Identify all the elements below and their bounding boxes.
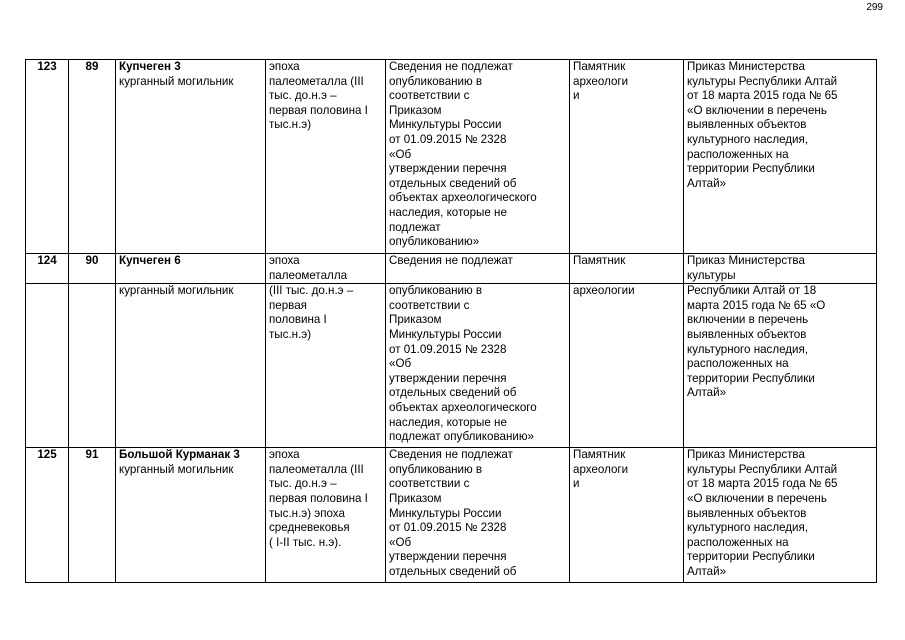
table-row [26,60,877,254]
table-row [26,448,877,583]
category-cell: Памятник археологи и [570,60,684,254]
dating-cell: эпоха палеометалла (III тыс. до.н.э – первая половина I тыс.н.э) эпоха средневековья ( I-II тыс. н.э). [266,448,386,583]
category-cell: Памятник [570,254,684,284]
row-number [26,284,69,448]
document-cell: Республики Алтай от 18 марта 2015 года № 65 «О включении в перечень выявленных объектов культурного наследия, расположенных на территории Республики Алтай» [684,284,877,448]
publication-cell: Сведения не подлежат [386,254,570,284]
registry-number: 91 [69,448,116,583]
dating-cell: эпоха палеометалла (III тыс. до.н.э – первая половина I тыс.н.э) [266,60,386,254]
row-number: 125 [26,448,69,583]
row-number: 123 [26,60,69,254]
registry-number: 89 [69,60,116,254]
registry-number: 90 [69,254,116,284]
category-cell: археологии [570,284,684,448]
monument-cell [116,448,266,583]
monument-name: Купчеген 3 [119,60,181,73]
monument-name: Купчеген 6 [119,254,181,267]
publication-cell: Сведения не подлежат опубликованию в соответствии с Приказом Минкультуры России от 01.09.2015 № 2328 «Об утверждении перечня отдельных сведений об объектах археологического наследия, которые не подлежат опубликованию» [386,60,570,254]
monuments-table [25,59,877,583]
category-cell: Памятник археологи и [570,448,684,583]
monument-type: курганный могильник [119,74,234,88]
monument-type: курганный могильник [119,462,234,476]
table-row [26,254,877,284]
monument-cell [116,254,266,284]
monument-cell [116,60,266,254]
document-cell: Приказ Министерства культуры Республики Алтай от 18 марта 2015 года № 65 «О включении в перечень выявленных объектов культурного наследия, расположенных на территории Республики Алтай» [684,60,877,254]
publication-cell: Сведения не подлежат опубликованию в соответствии с Приказом Минкультуры России от 01.09.2015 № 2328 «Об утверждении перечня отдельных сведений об [386,448,570,583]
page-number: 299 [866,2,883,13]
dating-cell: (III тыс. до.н.э – первая половина I тыс.н.э) [266,284,386,448]
publication-cell: опубликованию в соответствии с Приказом Минкультуры России от 01.09.2015 № 2328 «Об утверждении перечня отдельных сведений об объектах археологического наследия, которые не подлежат опубликованию» [386,284,570,448]
monument-cell [116,284,266,448]
monument-name: Большой Курманак 3 [119,448,240,462]
registry-number [69,284,116,448]
row-number: 124 [26,254,69,284]
table-row [26,284,877,448]
dating-cell: эпоха палеометалла [266,254,386,284]
monument-type: курганный могильник [119,284,234,298]
document-cell: Приказ Министерства культуры Республики Алтай от 18 марта 2015 года № 65 «О включении в перечень выявленных объектов культурного наследия, расположенных на территории Республики Алтай» [684,448,877,583]
document-cell: Приказ Министерства культуры [684,254,877,284]
